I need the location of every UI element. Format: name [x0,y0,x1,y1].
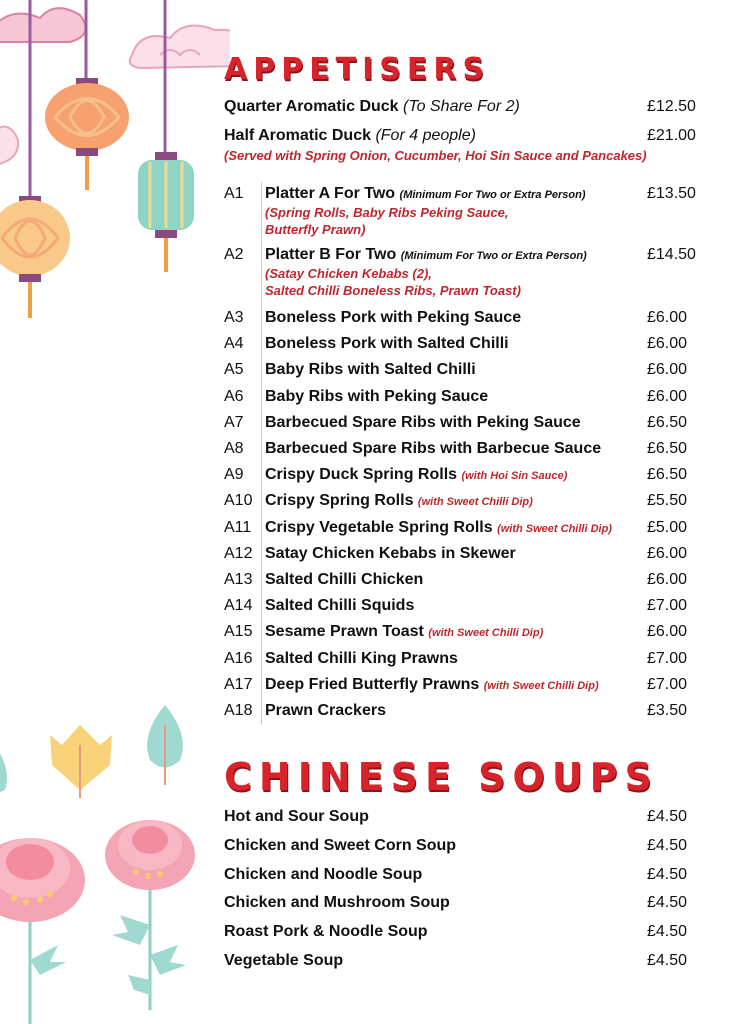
item-code: A15 [224,623,253,641]
item-name: Platter B For Two (Minimum For Two or Extra Person) [265,246,587,263]
item-price: £6.00 [647,387,688,405]
item-price: £6.00 [647,335,688,353]
soups-heading: CHINESE SOUPS [224,755,659,799]
menu-item-a1 [224,185,700,240]
item-code: A2 [224,246,244,263]
leaf-icon [0,745,7,793]
item-name: Half Aromatic Duck [224,127,371,144]
item-price: £13.50 [647,185,696,202]
cloud-icon [0,127,18,165]
item-name: Sesame Prawn Toast (with Sweet Chilli Dip) [265,623,544,641]
item-price: £12.50 [647,98,696,115]
item-price: £6.50 [647,466,688,484]
item-description: (Satay Chicken Kebabs (2), Salted Chilli Boneless Ribs, Prawn Toast) [265,266,521,298]
item-price: £6.00 [647,623,688,641]
item-name: Salted Chilli Squids [265,597,415,615]
item-name: Chicken and Noodle Soup [224,865,423,883]
item-code: A18 [224,702,253,719]
leaf-icon [50,725,112,798]
flower-icon [105,820,195,890]
item-code: A12 [224,544,253,562]
item-code: A17 [224,675,253,693]
item-name: Deep Fried Butterfly Prawns (with Sweet Chilli Dip) [265,675,599,693]
item-name: Hot and Sour Soup [224,808,369,825]
item-code: A9 [224,466,244,484]
item-price: £21.00 [647,127,696,144]
item-name: Salted Chilli King Prawns [265,649,458,667]
item-name: Roast Pork & Noodle Soup [224,923,428,941]
item-name: Boneless Pork with Peking Sauce [265,309,522,326]
item-note: (with Sweet Chilli Dip) [428,627,544,640]
item-code: A6 [224,387,244,405]
leaf-icon [147,705,183,785]
appetisers-heading: APPETISERS [224,52,491,87]
item-code: A11 [224,518,252,536]
item-code: A16 [224,649,253,667]
served-with-note: (Served with Spring Onion, Cucumber, Hoi Sin Sauce and Pancakes) [224,148,647,163]
item-price: £4.50 [647,836,688,854]
flower-icon [0,838,85,922]
item-code: A13 [224,571,253,588]
item-price: £6.50 [647,440,688,457]
cloud-icon [0,8,86,42]
item-code: A1 [224,185,244,202]
item-code: A7 [224,413,244,431]
item-price: £4.50 [647,894,688,912]
item-price: £4.50 [647,808,688,825]
item-name: Baby Ribs with Peking Sauce [265,387,489,405]
item-name: Crispy Vegetable Spring Rolls (with Sweet Chilli Dip) [265,518,612,536]
item-description: (Spring Rolls, Baby Ribs Peking Sauce, Butterfly Prawn) [265,205,509,237]
lantern-icon [138,152,194,272]
menu-item-half-duck [224,127,700,145]
item-name: Boneless Pork with Salted Chilli [265,335,509,353]
soup-item [224,952,700,970]
item-note: (Minimum For Two or Extra Person) [399,189,586,201]
item-note: (For 4 people) [375,127,476,144]
item-name: Barbecued Spare Ribs with Barbecue Sauce [265,440,602,457]
item-code: A4 [224,335,244,353]
item-name: Crispy Duck Spring Rolls (with Hoi Sin Sauce) [265,466,568,484]
item-name: Salted Chilli Chicken [265,571,424,588]
item-price: £14.50 [647,246,696,263]
soup-item [224,923,700,941]
item-price: £6.00 [647,544,688,562]
item-name: Baby Ribs with Salted Chilli [265,361,476,379]
item-note: (with Sweet Chilli Dip) [483,679,599,692]
cloud-icon [130,26,230,69]
item-note: (Minimum For Two or Extra Person) [400,250,587,262]
decorative-artwork [0,0,230,1024]
item-price: £4.50 [647,923,688,941]
item-price: £7.00 [647,597,688,615]
item-note: (with Hoi Sin Sauce) [461,470,568,483]
item-code: A5 [224,361,244,379]
item-name: Crispy Spring Rolls (with Sweet Chilli Dip) [265,492,533,510]
item-name: Chicken and Sweet Corn Soup [224,836,457,854]
soup-item [224,837,700,855]
item-name: Platter A For Two (Minimum For Two or Extra Person) [265,185,586,202]
item-price: £4.50 [647,952,688,969]
item-price: £6.00 [647,309,688,326]
item-price: £3.50 [647,702,688,719]
item-name: Chicken and Mushroom Soup [224,894,450,912]
item-price: £7.00 [647,675,688,693]
item-price: £5.50 [647,492,688,510]
item-note: (with Sweet Chilli Dip) [497,522,612,535]
item-price: £7.00 [647,649,688,667]
item-note: (with Sweet Chilli Dip) [417,496,533,509]
item-price: £6.00 [647,361,688,379]
item-price: £5.00 [647,518,688,536]
item-code: A14 [224,597,253,615]
item-code: A3 [224,309,244,326]
menu-item-quarter-duck [224,98,700,116]
item-note: (To Share For 2) [403,98,520,115]
item-name: Vegetable Soup [224,952,344,969]
menu-item-a2 [224,246,700,301]
item-name: Prawn Crackers [265,702,386,719]
item-price: £4.50 [647,865,688,883]
item-code: A8 [224,440,244,457]
soup-item [224,894,700,912]
soup-item [224,808,700,826]
item-name: Quarter Aromatic Duck [224,98,399,115]
item-name: Barbecued Spare Ribs with Peking Sauce [265,413,581,431]
item-price: £6.00 [647,571,688,588]
item-price: £6.50 [647,413,688,431]
lantern-icon [45,78,129,190]
lantern-icon [0,196,70,318]
item-name: Satay Chicken Kebabs in Skewer [265,544,516,562]
item-code: A10 [224,492,253,510]
soup-item [224,866,700,884]
